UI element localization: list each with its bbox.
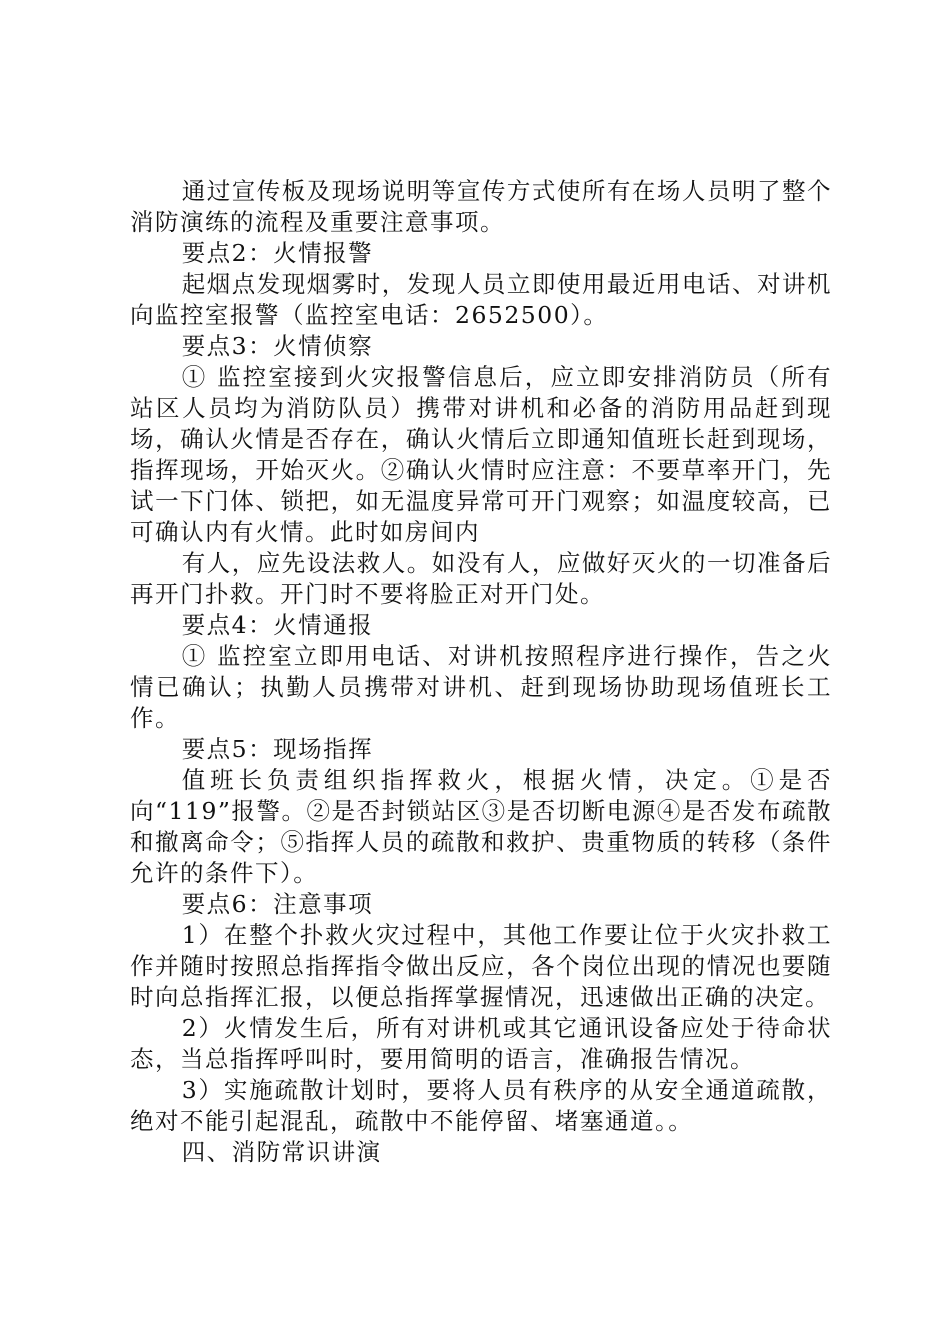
section-heading-four: 四、消防常识讲演	[181, 1138, 382, 1166]
on-site-command-paragraph: 值班长负责组织指挥救火，根据火情，决定。①是否向“119”报警。②是否封锁站区③是否切断电源④是否发布疏散和撤离命令；⑤指挥人员的疏散和救护、贵重物质的转移（条件允许的条件下）。	[130, 766, 832, 887]
note-item-2: 2）火情发生后，所有对讲机或其它通讯设备应处于待命状态，当总指挥呼叫时，要用简明的语言，准确报告情况。	[130, 1014, 832, 1073]
document-body	[130, 176, 832, 1168]
section-heading-point-4: 要点4：火情通报	[181, 611, 374, 639]
section-heading-point-5: 要点5：现场指挥	[181, 735, 374, 763]
note-item-1: 1）在整个扑救火灾过程中，其他工作要让位于火灾扑救工作并随时按照总指挥指令做出反应，各个岗位出现的情况也要随时向总指挥汇报，以便总指挥掌握情况，迅速做出正确的决定。	[130, 921, 832, 1011]
fire-notification-paragraph: ① 监控室立即用电话、对讲机按照程序进行操作，告之火情已确认；执勤人员携带对讲机、赶到现场协助现场值班长工作。	[130, 642, 832, 732]
section-heading-point-6: 要点6：注意事项	[181, 890, 374, 918]
note-item-3: 3）实施疏散计划时，要将人员有秩序的从安全通道疏散，绝对不能引起混乱，疏散中不能停留、堵塞通道。。	[130, 1076, 832, 1135]
section-heading-point-3: 要点3：火情侦察	[181, 332, 374, 360]
rescue-paragraph: 有人，应先设法救人。如没有人，应做好灭火的一切准备后再开门扑救。开门时不要将脸正对开门处。	[130, 549, 832, 608]
fire-alarm-paragraph: 起烟点发现烟雾时，发现人员立即使用最近用电话、对讲机向监控室报警（监控室电话：2652500）。	[130, 270, 832, 329]
section-heading-point-2: 要点2：火情报警	[181, 239, 374, 267]
fire-reconnaissance-paragraph: ① 监控室接到火灾报警信息后，应立即安排消防员（所有站区人员均为消防队员）携带对讲机和必备的消防用品赶到现场，确认火情是否存在，确认火情后立即通知值班长赶到现场，指挥现场，开始灭火。②确认火情时应注意：不要草率开门，先试一下门体、锁把，如无温度异常可开门观察；如温度较高，已可确认内有火情。此时如房间内	[130, 363, 832, 546]
intro-paragraph: 通过宣传板及现场说明等宣传方式使所有在场人员明了整个消防演练的流程及重要注意事项。	[130, 177, 832, 236]
